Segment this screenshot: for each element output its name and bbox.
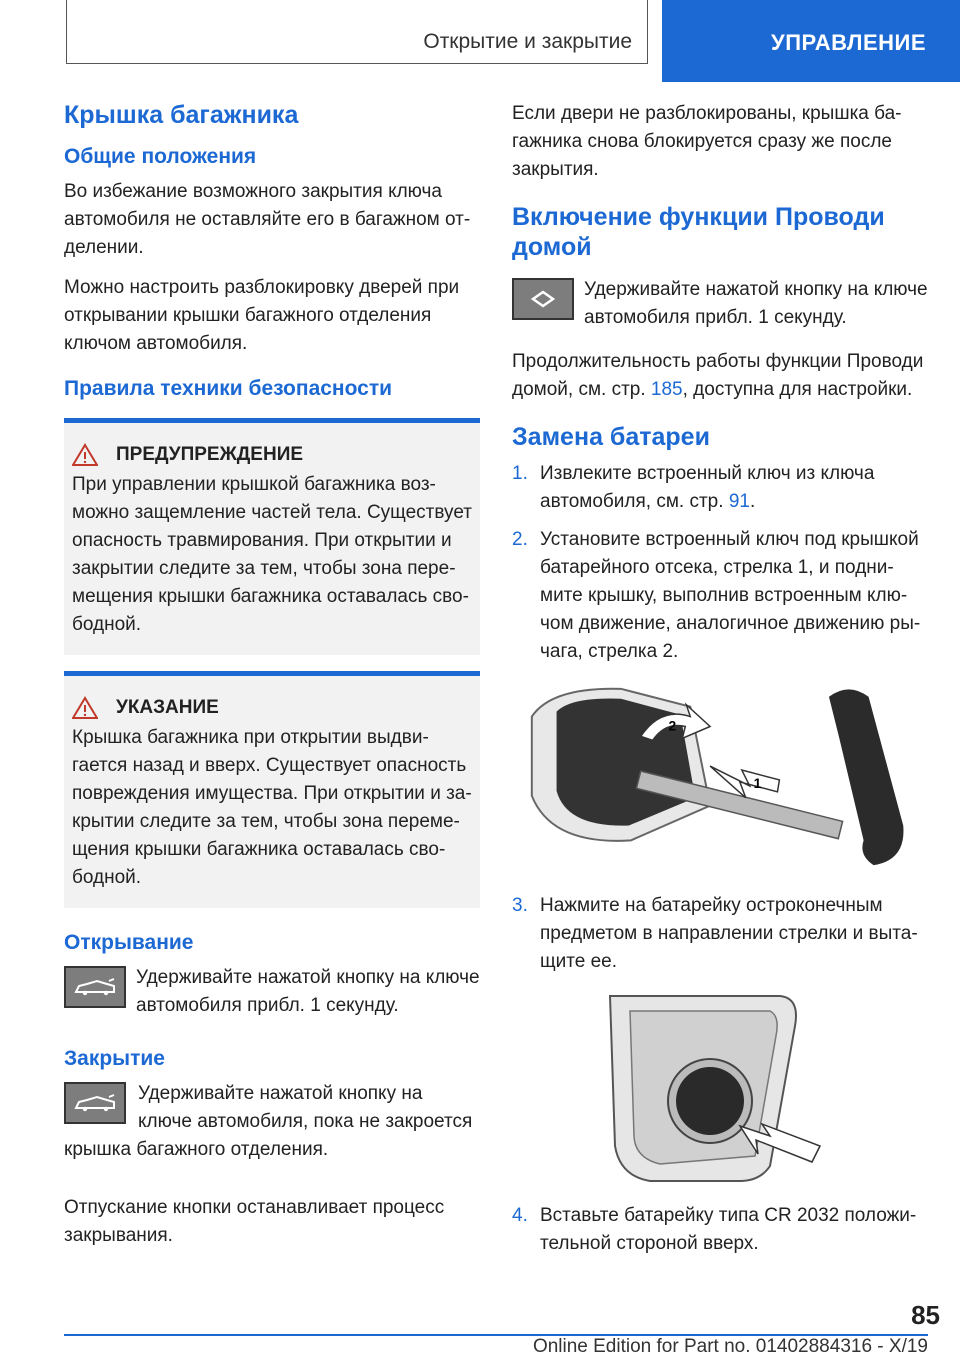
footer-edition: Online Edition for Part no. 01402884316 - X/19	[532, 1336, 928, 1357]
paragraph-opening: Удерживайте нажатой кнопку на ключе автомобиля прибл. 1 секунду.	[136, 967, 480, 1016]
heading-safety: Правила техники безопасности	[64, 377, 393, 400]
home-light-button-icon	[512, 278, 574, 320]
figure-battery-compartment	[512, 986, 928, 1186]
step-number: 2.	[512, 529, 528, 550]
list-item	[512, 1202, 928, 1258]
warning-title: ПРЕДУПРЕЖДЕНИЕ	[116, 444, 304, 465]
duration-text: Продолжительность работы функции Проводи домой, см. стр.	[512, 351, 924, 400]
right-column	[512, 100, 928, 1268]
notice-text: Крышка багажника при открытии выдви-гается назад и вверх. Существует опасность повреждения имущества. При открытии и за-крытии следите за тем, чтобы зона переме-щения крышки багажника оставалась сво-бодной.	[72, 727, 472, 888]
step-text: Установите встроенный ключ под крышкой батарейного отсека, стрелка 1, и подни-мите крышку, выполнив встроенным клю-чом движение, аналогичное движению ры-чага, стрелка 2.	[540, 529, 921, 662]
paragraph-release: Отпускание кнопки останавливает процесс закрывания.	[64, 1197, 445, 1246]
notice-box	[64, 671, 480, 908]
battery-compartment-illustration	[590, 986, 850, 1186]
battery-steps	[512, 460, 928, 666]
step-text-a: Извлеките встроенный ключ из ключа автомобиля, см. стр.	[540, 463, 875, 512]
key-disassembly-illustration	[512, 676, 928, 876]
battery-steps-final	[512, 1202, 928, 1258]
step-text-b: .	[749, 491, 756, 512]
warning-box	[64, 418, 480, 655]
step-number: 3.	[512, 895, 528, 916]
page-number: 85	[911, 1300, 940, 1330]
list-item	[512, 460, 928, 516]
step-text	[540, 460, 928, 516]
left-column	[64, 100, 480, 1262]
heading-follow-me-home: Включение функции Проводи домой	[512, 203, 885, 261]
list-item	[512, 526, 928, 666]
heading-general: Общие положения	[64, 145, 257, 168]
battery-steps-continued	[512, 892, 928, 976]
opening-row	[64, 964, 480, 1020]
paragraph-doors: Если двери не разблокированы, крышка ба-гажника снова блокируется сразу же после закрытия.	[512, 103, 902, 180]
page-link-91[interactable]: 91	[728, 491, 750, 512]
step-text: Вставьте батарейку типа CR 2032 положи-тельной стороной вверх.	[540, 1205, 917, 1254]
chapter-tab-label: УПРАВЛЕНИЕ	[771, 30, 926, 55]
trunk-button-icon	[64, 966, 126, 1008]
warning-title-row	[72, 443, 472, 467]
figure-key-disassembly	[512, 676, 928, 876]
paragraph-duration	[512, 348, 928, 404]
notice-title: УКАЗАНИЕ	[116, 697, 219, 718]
trunk-button-icon	[64, 1082, 126, 1124]
step-number: 4.	[512, 1205, 528, 1226]
paragraph-general-2: Можно настроить разблокировку дверей при открывании крышки багажного отделения ключом автомобиля.	[64, 277, 460, 354]
paragraph-closing: Удерживайте нажатой кнопку на ключе автомобиля, пока не закроется крышка багажного отделения.	[64, 1083, 473, 1160]
arrow-label-1: 1	[753, 774, 762, 791]
duration-text-end: , доступна для настройки.	[682, 379, 913, 400]
warning-triangle-icon	[72, 443, 98, 467]
warning-triangle-icon	[72, 696, 98, 720]
list-item	[512, 892, 928, 976]
warning-text: При управлении крышкой багажника воз-можно защемление частей тела. Существует опасность травмирования. При открытии и закрытии следите за тем, чтобы зона пере-мещения крышки багажника оставалась сво-бодной.	[72, 474, 472, 635]
paragraph-general-1: Во избежание возможного закрытия ключа автомобиля не оставляйте его в багажном от-делении.	[64, 181, 471, 258]
home-row	[512, 276, 928, 332]
paragraph-home: Удерживайте нажатой кнопку на ключе автомобиля прибл. 1 секунду.	[584, 279, 928, 328]
notice-title-row	[72, 696, 472, 720]
step-text: Нажмите на батарейку остроконечным предметом в направлении стрелки и выта-щите ее.	[540, 895, 918, 972]
section-subtitle: Открытие и закрытие	[423, 30, 632, 53]
closing-row	[64, 1080, 480, 1176]
chapter-tab[interactable]	[662, 0, 960, 82]
page-link-185[interactable]: 185	[650, 379, 683, 400]
heading-battery: Замена батареи	[512, 423, 710, 451]
heading-closing: Закрытие	[64, 1047, 165, 1070]
step-number: 1.	[512, 463, 528, 484]
heading-trunk-lid: Крышка багажника	[64, 101, 299, 129]
arrow-label-2: 2	[668, 717, 677, 734]
heading-opening: Открывание	[64, 931, 194, 954]
